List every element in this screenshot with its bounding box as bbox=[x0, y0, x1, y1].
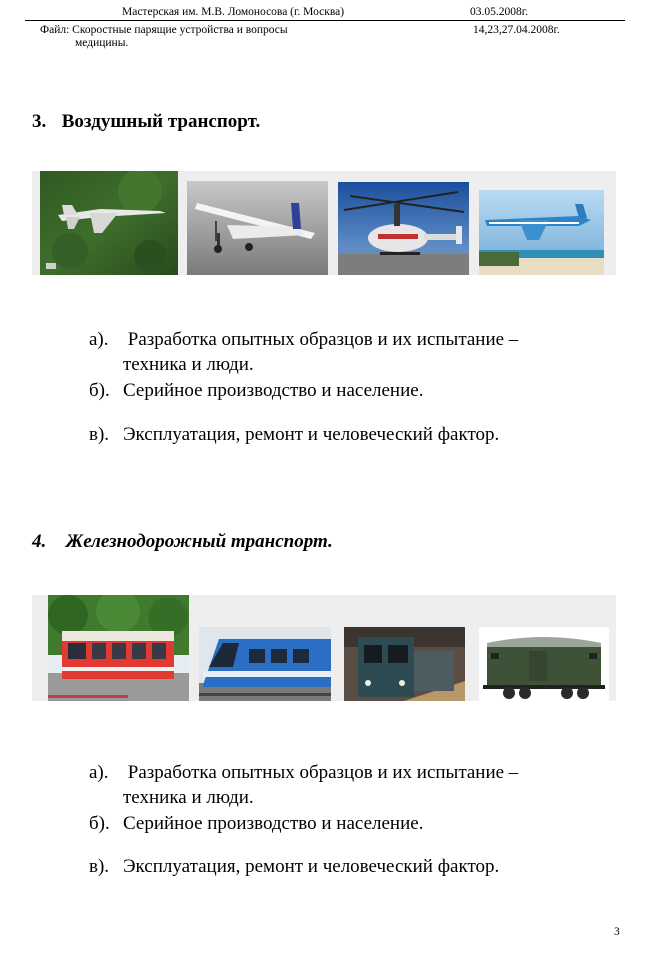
metro-train-photo bbox=[344, 627, 465, 701]
fighter-jet-photo bbox=[40, 171, 178, 275]
section3-item-c-text: Эксплуатация, ремонт и человеческий фактор. bbox=[123, 424, 500, 445]
freight-wagon-photo bbox=[479, 627, 609, 701]
airliner-photo bbox=[479, 190, 604, 275]
section4-item-c-marker: в). bbox=[89, 856, 110, 877]
header-rule bbox=[25, 20, 625, 21]
light-aircraft-photo bbox=[187, 181, 328, 275]
section3-item-a-cont: техника и люди. bbox=[123, 354, 254, 375]
section3-item-b bbox=[89, 380, 423, 402]
section3-item-b-marker: б). bbox=[89, 380, 110, 401]
header-file-line2: медицины. bbox=[75, 37, 129, 49]
page-number: 3 bbox=[614, 926, 620, 938]
section4-item-b-text: Серийное производство и население. bbox=[123, 813, 424, 834]
section4-heading bbox=[32, 531, 333, 553]
section4-item-c-text: Эксплуатация, ремонт и человеческий фактор. bbox=[123, 856, 500, 877]
section3-item-c bbox=[89, 424, 499, 446]
section4-number: 4. bbox=[32, 531, 47, 552]
section3-title: Воздушный транспорт. bbox=[61, 111, 261, 132]
section4-item-a-text: Разработка опытных образцов и их испытание – bbox=[123, 762, 519, 783]
header-file-line1: Файл: Скоростные парящие устройства и вопросы bbox=[40, 24, 288, 36]
section3-item-b-text: Серийное производство и население. bbox=[123, 380, 424, 401]
section3-item-c-marker: в). bbox=[89, 424, 110, 445]
header-workshop: Мастерская им. М.В. Ломоносова (г. Москва) bbox=[122, 6, 345, 18]
helicopter-photo bbox=[338, 182, 469, 275]
section4-item-a-marker: а). bbox=[89, 762, 109, 783]
section4-item-a-cont: техника и люди. bbox=[123, 787, 254, 808]
header-date: 03.05.2008г. bbox=[470, 6, 529, 18]
section3-item-a bbox=[89, 329, 518, 351]
section3-number: 3. bbox=[32, 111, 47, 132]
section3-item-a-marker: а). bbox=[89, 329, 109, 350]
section3-photo-strip bbox=[32, 171, 616, 275]
section4-item-b bbox=[89, 813, 423, 835]
tram-photo bbox=[48, 595, 189, 701]
section3-item-a-text: Разработка опытных образцов и их испытание – bbox=[123, 329, 519, 350]
section4-title: Железнодорожный транспорт. bbox=[65, 531, 333, 552]
section4-item-c bbox=[89, 856, 499, 878]
section4-item-b-marker: б). bbox=[89, 813, 110, 834]
electric-train-photo bbox=[199, 627, 331, 701]
header-dates: 14,23,27.04.2008г. bbox=[473, 24, 560, 36]
section4-item-a bbox=[89, 762, 518, 784]
section3-heading bbox=[32, 111, 260, 133]
section4-photo-strip bbox=[32, 595, 616, 701]
